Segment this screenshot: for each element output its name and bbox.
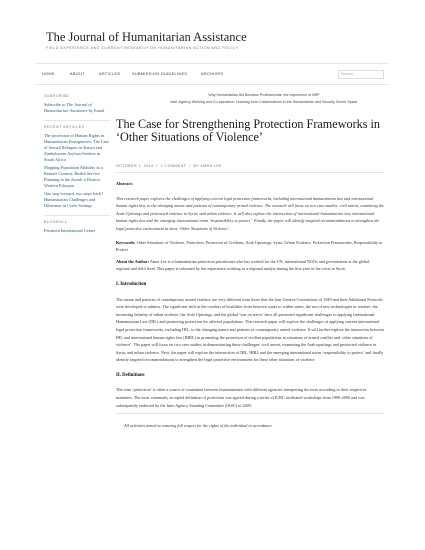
keywords-paragraph — [116, 239, 384, 254]
nav-home[interactable]: HOME — [42, 72, 55, 76]
definitions-text: The term ‘protection’ is often a source of contention between humanitarians with different agencies interpreting the term according to their respective mandates. The most commonly accepted definition of protection was agreed during a series of ICRC facilitated workshops from 1996-2000 and was subsequently endorsed by the Inter Agency Standing Committee (IASC) in 2005: — [116, 387, 367, 408]
blogroll-link[interactable]: Feinstein International Center — [44, 228, 96, 233]
subscribe-link-suffix: by Email — [87, 108, 105, 113]
about-author-label: About the Author: — [116, 258, 150, 264]
recent-articles-heading: RECENT ARTICLES — [44, 125, 85, 129]
nav-archives[interactable]: ARCHIVES — [201, 72, 224, 76]
post-meta — [116, 164, 222, 168]
recent-article-link[interactable]: The protection of Human Rights in Humanitarian Emergencies: The Case of Somali Refugees in Kenya and Zimbabwean Asylum-Seekers in South Africa — [44, 133, 110, 162]
subscribe-link[interactable] — [44, 102, 110, 114]
previous-post-link[interactable]: Why Humanitarian Aid Because Professionals: the experience of NRP — [208, 93, 320, 97]
search-input[interactable]: Search — [338, 70, 384, 79]
comments-link[interactable]: 1 COMMENT — [160, 164, 187, 168]
subscribe-link-prefix: Subscribe to — [44, 102, 67, 107]
main-nav — [36, 63, 388, 85]
about-author-text: Amra Lee is a humanitarian protection practitioner who has worked for the UN, international NGOs and governments at the global, regional and field level. This paper is informed by her experience working as a regional analyst during the first year of the crisis in Syria. — [116, 258, 371, 272]
meta-divider — [116, 172, 384, 173]
nav-articles[interactable]: ARTICLES — [99, 72, 121, 76]
post-title: The Case for Strengthening Protection Frameworks in ‘Other Situations of Violence’ — [116, 117, 381, 144]
nav-about[interactable]: ABOUT — [70, 72, 85, 76]
section-heading: II. Definitions — [116, 372, 145, 378]
site-tagline: FIELD EXPERIENCE AND CURRENT RESEARCH ON HUMANITARIAN ACTION AND POLICY — [46, 46, 239, 50]
introduction-text: The nature and patterns of contemporary armed violence are very different from those that the four Geneva Conventions of 1949 and their Additional Protocols were developed to address. The significant shift in the conduct of hostilities from between states to within states, the use of new technologies in warfare, the increasing lethality of urban violence, the Arab Uprisings, and the global ‘war on terror’ have all presented significant challenges to applying International Humanitarian Law (IHL) and promoting protection for affected populations. This research paper will explore the challenges of applying current international legal protection frameworks, including IHL, to the changing nature and patterns of contemporary armed violence. It will further explore the interaction between IHL and international human rights law (IHRL) in promoting the protection of civilian populations in situations of armed conflict and ‘other situations of violence’. The paper will focus on two case studies in demonstrating these challenges: civil unrest, examining the Arab uprisings and protracted violence in Syria; and urban violence. Next, the paper will explore the intersection of IHL, IHRL and the emerging international norm ‘responsibility to protect’ and finally identify targeted recommendations to strengthen the legal protective environment for these other situations of violence. — [116, 296, 384, 363]
meta-separator: / — [189, 164, 191, 168]
about-author-paragraph — [116, 258, 384, 273]
blogroll-heading: BLOGROLL — [44, 220, 68, 224]
subscribe-heading: SUBSCRIBE — [44, 94, 70, 98]
next-post-link[interactable]: Inter-Agency Working and Co-operation: Learning from Collaborations in the Humanitarian and Security Sector Space — [170, 99, 358, 104]
quote-divider — [116, 413, 384, 414]
sidebar-divider — [44, 215, 110, 216]
recent-article-link[interactable]: Mapping Population Mobility in a Remote Context: Health Service Planning in the Awash-a District, Western Ethiopia — [44, 165, 103, 188]
post-date[interactable]: OCTOBER 1, 2014 — [116, 164, 154, 168]
keywords-text: Other Situations of Violence, Protection, Protection of Civilians, Arab Uprisings, Syria, Urban Violence, Protection Frameworks, Responsibility to Protect — [116, 239, 383, 253]
section-heading: I. Introduction — [116, 281, 147, 287]
abstract-text: This research paper explores the challenges of applying current legal protection frameworks, including international humanitarian law and international human rights law, to the changing nature and patterns of contemporary armed violence. The research will focus on two case studies: civil unrest, examining the Arab Uprisings and protracted violence in Syria; and urban violence. It will also explore the intersection of international humanitarian law, international human rights law and the emerging international norm ‘responsibility to protect’. Finally, the paper will identify targeted recommendations to strengthen the legal protective environment in these ‘Other Situations of Violence’. — [116, 195, 384, 231]
post-navigation — [144, 92, 384, 105]
site-title[interactable]: The Journal of Humanitarian Assistance — [46, 30, 247, 44]
recent-article-link[interactable]: One step forward, two steps back? Humanitarian Challenges and Dilemmas in Crisis Settings — [44, 191, 104, 208]
nav-submission-guidelines[interactable]: SUBMISSION GUIDELINES — [132, 72, 188, 76]
post-content — [116, 180, 384, 430]
block-quote: All activities aimed at ensuring full respect for the rights of the individual in accordance — [124, 423, 273, 429]
post-author[interactable]: BY AMRA LEE — [193, 164, 223, 168]
subscribe-link-title: The Journal of Humanitarian Assistance — [44, 102, 92, 113]
keywords-label: Keywords: — [116, 239, 136, 245]
abstract-heading: Abstract: — [116, 181, 133, 186]
meta-separator: / — [156, 164, 158, 168]
sidebar — [44, 94, 110, 236]
sidebar-divider — [44, 120, 110, 121]
